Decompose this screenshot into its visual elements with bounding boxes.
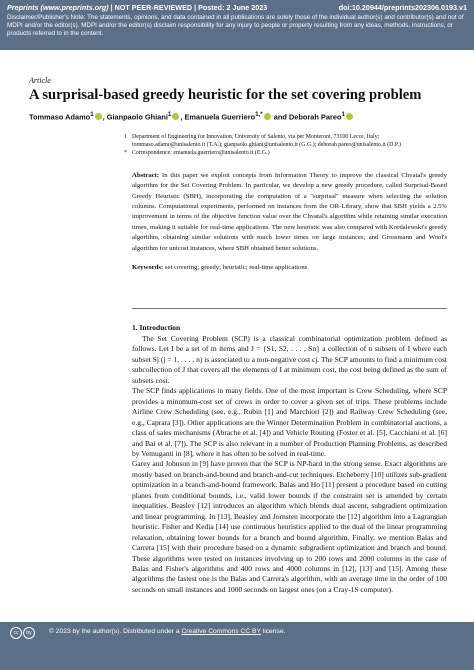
author-name: Deborah Pareo xyxy=(288,112,342,122)
affiliation-text: Department of Engineering for Innovation, University of Salento, via per Monteroni, 73100 Lecce, Italy; tommaso.adamo@unisalento.it (T.A.); gianpaolo.ghiani@unisalento.it (G.G.); deborah.pareo@unisalento.it (D.P.) xyxy=(132,134,401,148)
license-link[interactable]: Creative Commons CC BY xyxy=(181,628,261,635)
affiliation xyxy=(124,134,447,149)
author-affiliation-mark: 1,* xyxy=(255,111,263,118)
author-separator: and xyxy=(271,112,289,122)
author-affiliation-mark: 1 xyxy=(341,111,345,118)
article-type: Article xyxy=(29,76,51,85)
author-name: Emanuela Guerriero xyxy=(184,112,256,122)
by-icon: by xyxy=(23,627,35,639)
correspondence-mark: * xyxy=(124,150,127,157)
affiliation-mark: 1 xyxy=(124,134,127,141)
abstract xyxy=(132,171,447,254)
disclaimer-text: Disclaimer/Publisher's Note: The statements, opinions, and data contained in all publications are solely those of the individual author(s) and contributor(s) and not of MDPI and/or the editor(s). MDPI and/or the editor(s) disclaim responsibility for any injury to people or property resulting from any ideas, methods, instructions, or products referred to in the content. xyxy=(7,14,464,38)
author-affiliation-mark: 1 xyxy=(90,111,94,118)
author-name: Tommaso Adamo xyxy=(29,112,91,122)
correspondence xyxy=(124,150,447,157)
abstract-label: Abstract: xyxy=(132,171,160,179)
abstract-text: In this paper we exploit concepts from Information Theory to improve the classical Chvatal's greedy algorithm for the Set Covering Problem. In particular, we develop a new greedy procedure, called Surprisal-Based Greedy Heuristic (SBH), incorporating the computation of a "surprisal" measure when selecting the solution columns. Computational experiments, performed on instances from the OR-Library, show that SBH yields a 2.5% improvement in terms of the objective function value over the Chvatal's algorithm while retaining similar execution times, making it suitable for real-time applications. The new heuristic was also compared with Kordalewski's greedy algorithm, obtaining similar solutions with much lower times on large instances, and Grossmann and Wool's algorithm for unicost instances, where SBH obtained better solutions. xyxy=(132,171,447,252)
section-divider xyxy=(132,308,447,309)
orcid-icon[interactable] xyxy=(346,113,353,120)
preprint-banner xyxy=(0,0,474,50)
paragraph: Garey and Johnson in [9] have proven that the SCP is NP-hard in the strong sense. Exact algorithms are mostly based on branch-and-bound and branch-and-cut techniques. Etcheberry [10] utilizes sub-gradient optimization in a branch-and-bound framework. Balas and Ho [11] present a procedure based on cutting planes from conditional bounds, i.e., valid lower bounds if the constraint set is amended by certain inequalities. Beasley [12] introduces an algorithm which blends dual ascent, subgradient optimization and linear programming. In [13], Beasley and Jornsten incorporate the [12] algorithm into a Lagrangian heuristic. Fisher and Kedia [14] use continuous heuristics applied to the dual of the linear programming relaxation, obtaining lower bounds for a branch and bound algorithm. Finally, we mention Balas and Carrera [15] with their procedure based on a dynamic subgradient optimization and branch and bound. These algorithms were tested on instances involving up to 200 rows and 2000 columns in the case of Balas and Fisher's algorithms and 400 rows and 4000 columns in [12], [13] and [15]. Among these algorithms the fastest one is the Balas and Carrera's algorithm, with an average time in the order of 100 seconds on small instances and 1000 seconds on largest ones (on a Cray-1S computer). xyxy=(132,459,447,594)
banner-separator: | xyxy=(192,3,199,12)
paragraph: The SCP finds applications in many fields. One of the most important is Crew Scheduling, where SCP provides a minumum-cost set of crews in order to cover a given set of trips. These problems include Airline Crew Scheduling (see, e.g., Rubin [1] and Marchiori [2]) and Railway Crew Scheduling (see, e.g., Caprara [3]). Other applications are the Winner Determination Problem in combinatorial auctions, a class of sales mechanisms (Abrache et al. [4]) and Vehicle Routing (Foster et al. [5], Cacchiani et al. [6] and Bai et al. [7]). The SCP is also relevant in a number of Production Planning Problems, as described by Vemuganti in [8], where it has often to be solved in real-time. xyxy=(132,386,447,458)
keywords-text: set covering; greedy; heuristic; real-time applications xyxy=(164,263,308,271)
orcid-icon[interactable] xyxy=(264,113,271,120)
cc-license-badge[interactable] xyxy=(10,627,36,639)
author-list xyxy=(29,110,447,122)
author-separator: , xyxy=(102,112,107,122)
keywords-label: Keywords: xyxy=(132,263,164,271)
cc-icon: cc xyxy=(10,627,22,639)
section-heading: 1. Introduction xyxy=(132,323,181,332)
license-footer xyxy=(0,622,474,670)
banner-separator: | xyxy=(108,3,115,12)
article-front-matter xyxy=(29,76,447,272)
orcid-icon[interactable] xyxy=(95,113,102,120)
preprints-link[interactable]: Preprints (www.preprints.org) xyxy=(7,3,109,12)
author-name: Gianpaolo Ghiani xyxy=(106,112,168,122)
keywords xyxy=(132,263,447,272)
author-affiliation-mark: 1 xyxy=(167,111,172,118)
banner-left xyxy=(7,3,267,13)
orcid-icon[interactable] xyxy=(172,113,179,120)
correspondence-text: Correspondence: emanuela.guerriero@unisalento.it (E.G.) xyxy=(132,150,270,157)
article-title: A surprisal-based greedy heuristic for the set covering problem xyxy=(29,87,422,103)
posted-date: Posted: 2 June 2023 xyxy=(198,3,268,12)
license-suffix: license. xyxy=(260,628,286,635)
paragraph: The Set Covering Problem (SCP) is a classical combinatorial optimization problem defined as follows. Let I be a set of m items and J = {S1, S2, . . . , Sn} a collection of n subsets of I where each subset Sj (j = 1, . . . , n) is associated to a non-negative cost cj. The SCP amounts to find a minimum cost subcollection of J that covers all the elements of I at minimum cost, the cost being defined as the sum of subsets cost. xyxy=(132,334,447,385)
introduction-section xyxy=(132,323,447,595)
review-status: NOT PEER-REVIEWED xyxy=(114,3,193,12)
license-text xyxy=(49,628,285,635)
author-separator: , xyxy=(180,112,185,122)
banner-header xyxy=(7,3,467,13)
license-prefix: © 2023 by the author(s). Distributed under a xyxy=(49,628,182,635)
doi-link[interactable]: doi:10.20944/preprints202306.0193.v1 xyxy=(338,3,467,12)
